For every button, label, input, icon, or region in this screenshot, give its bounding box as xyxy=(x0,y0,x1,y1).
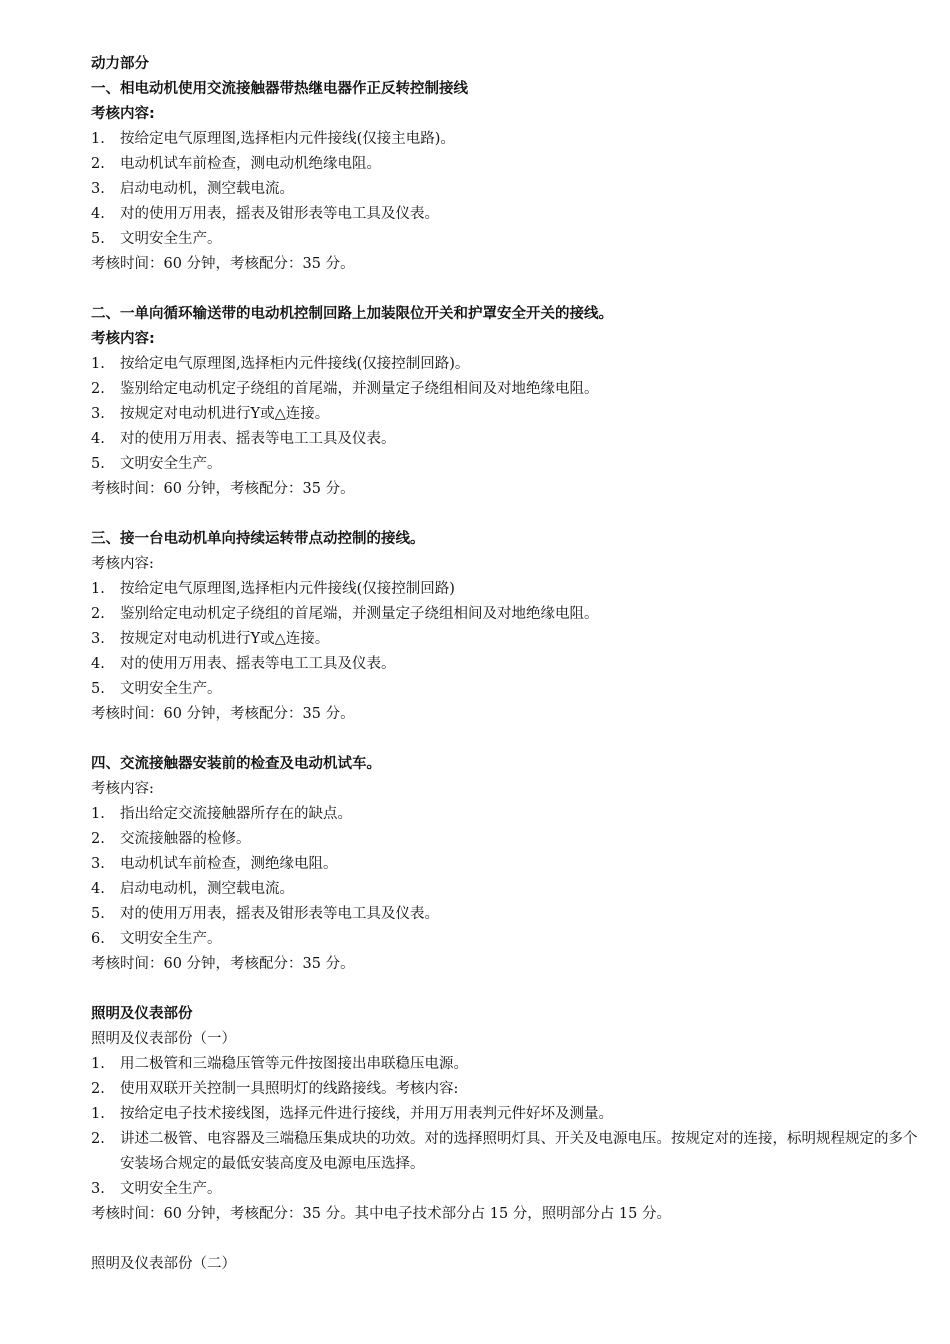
item-number: 2. xyxy=(91,381,105,397)
spacer xyxy=(91,277,925,302)
list-item xyxy=(91,802,925,827)
lighting-part1-title: 照明及仪表部份（一） xyxy=(91,1031,236,1047)
item-number: 1. xyxy=(91,581,105,597)
item-text: 按给定电气原理图,选择柜内元件接线(仅接控制回路) xyxy=(120,581,455,597)
list-item xyxy=(91,452,925,477)
item-text: 对的使用万用表、摇表等电工工具及仪表。 xyxy=(120,656,396,672)
item-text: 按规定对电动机进行Y或△连接。 xyxy=(120,631,330,647)
item-text: 启动电动机，测空载电流。 xyxy=(120,181,294,197)
item-number: 3. xyxy=(91,406,105,422)
spacer xyxy=(91,977,925,1002)
item-number: 1. xyxy=(91,1056,105,1072)
list-item xyxy=(91,877,925,902)
item-text: 交流接触器的检修。 xyxy=(120,831,251,847)
item-text: 用二极管和三端稳压管等元件按图接出串联稳压电源。 xyxy=(120,1056,468,1072)
list-item xyxy=(91,652,925,677)
item-text: 按规定对电动机进行Y或△连接。 xyxy=(120,406,330,422)
item-number: 1. xyxy=(91,806,105,822)
list-item xyxy=(91,202,925,227)
content-label: 考核内容: xyxy=(91,331,155,347)
item-text: 鉴别给定电动机定子绕组的首尾端，并测量定子绕组相间及对地绝缘电阻。 xyxy=(120,606,599,622)
item-number: 4. xyxy=(91,206,105,222)
item-text: 按给定电气原理图,选择柜内元件接线(仅接控制回路)。 xyxy=(120,356,470,372)
list-item xyxy=(91,677,925,702)
list-item xyxy=(91,352,925,377)
lighting-part2-title: 照明及仪表部份（二） xyxy=(91,1256,236,1272)
exam-time: 考核时间：60 分钟，考核配分：35 分。 xyxy=(91,956,355,972)
item-number: 4. xyxy=(91,656,105,672)
list-item xyxy=(91,602,925,627)
item-text: 按给定电子技术接线图，选择元件进行接线，并用万用表判元件好坏及测量。 xyxy=(120,1106,613,1122)
section-title: 三、接一台电动机单向持续运转带点动控制的接线。 xyxy=(91,531,425,547)
content-label: 考核内容: xyxy=(91,106,155,122)
spacer xyxy=(91,1227,925,1252)
item-text: 使用双联开关控制一具照明灯的线路接线。考核内容: xyxy=(120,1081,459,1097)
item-text: 按给定电气原理图,选择柜内元件接线(仅接主电路)。 xyxy=(120,131,455,147)
list-item xyxy=(91,427,925,452)
list-item xyxy=(91,177,925,202)
item-text: 文明安全生产。 xyxy=(120,231,222,247)
list-item xyxy=(91,227,925,252)
item-number: 2. xyxy=(91,831,105,847)
list-item xyxy=(91,377,925,402)
list-item xyxy=(91,127,925,152)
spacer xyxy=(91,502,925,527)
list-item xyxy=(91,152,925,177)
section-title: 四、交流接触器安装前的检查及电动机试车。 xyxy=(91,756,381,772)
content-label: 考核内容: xyxy=(91,556,154,572)
lighting-section-title: 照明及仪表部份 xyxy=(91,1006,193,1022)
item-number: 3. xyxy=(91,1181,105,1197)
item-number: 1. xyxy=(91,1106,105,1122)
item-text: 鉴别给定电动机定子绕组的首尾端，并测量定子绕组相间及对地绝缘电阻。 xyxy=(120,381,599,397)
exam-time: 考核时间：60 分钟，考核配分：35 分。 xyxy=(91,481,355,497)
item-number: 2. xyxy=(91,156,105,172)
section-title: 二、一单向循环输送带的电动机控制回路上加装限位开关和护罩安全开关的接线。 xyxy=(91,306,613,322)
list-item xyxy=(91,1177,925,1202)
list-item xyxy=(91,402,925,427)
item-number: 3. xyxy=(91,631,105,647)
item-number: 5. xyxy=(91,456,105,472)
item-number: 4. xyxy=(91,431,105,447)
document-page xyxy=(91,52,925,1277)
item-number: 2. xyxy=(91,606,105,622)
spacer xyxy=(91,727,925,752)
list-item xyxy=(91,627,925,652)
item-text: 电动机试车前检查，测绝缘电阻。 xyxy=(120,856,338,872)
list-item xyxy=(91,927,925,952)
item-number: 2. xyxy=(91,1081,105,1097)
list-item xyxy=(91,1052,925,1077)
item-text: 对的使用万用表、摇表等电工工具及仪表。 xyxy=(120,431,396,447)
list-item xyxy=(91,577,925,602)
item-number: 5. xyxy=(91,681,105,697)
item-text: 文明安全生产。 xyxy=(120,456,222,472)
list-item xyxy=(91,1077,925,1102)
item-text: 文明安全生产。 xyxy=(120,681,222,697)
item-number: 5. xyxy=(91,906,105,922)
exam-time: 考核时间：60 分钟，考核配分：35 分。其中电子技术部分占 15 分，照明部分占 15 分。 xyxy=(91,1206,671,1222)
item-text: 对的使用万用表，摇表及钳形表等电工具及仪表。 xyxy=(120,206,439,222)
list-item xyxy=(91,827,925,852)
list-item xyxy=(91,1102,925,1127)
section-title: 一、相电动机使用交流接触器带热继电器作正反转控制接线 xyxy=(91,81,468,97)
item-text: 文明安全生产。 xyxy=(120,931,222,947)
exam-time: 考核时间：60 分钟，考核配分：35 分。 xyxy=(91,256,355,272)
item-number: 5. xyxy=(91,231,105,247)
list-item xyxy=(91,902,925,927)
content-label: 考核内容: xyxy=(91,781,154,797)
item-number: 3. xyxy=(91,181,105,197)
list-item xyxy=(91,852,925,877)
power-section-title: 动力部分 xyxy=(91,56,149,72)
list-item xyxy=(91,1127,925,1177)
item-number: 2. xyxy=(91,1131,105,1147)
item-text: 对的使用万用表，摇表及钳形表等电工具及仪表。 xyxy=(120,906,439,922)
item-text: 讲述二极管、电容器及三端稳压集成块的功效。对的选择照明灯具、开关及电源电压。按规定对的连接，标明规程规定的多个安装场合规定的最低安装高度及电源电压选择。 xyxy=(120,1131,918,1172)
item-number: 6. xyxy=(91,931,105,947)
item-text: 启动电动机，测空载电流。 xyxy=(120,881,294,897)
exam-time: 考核时间：60 分钟，考核配分：35 分。 xyxy=(91,706,355,722)
item-text: 指出给定交流接触器所存在的缺点。 xyxy=(120,806,352,822)
item-number: 4. xyxy=(91,881,105,897)
item-text: 文明安全生产。 xyxy=(120,1181,222,1197)
item-text: 电动机试车前检查，测电动机绝缘电阻。 xyxy=(120,156,381,172)
item-number: 3. xyxy=(91,856,105,872)
item-number: 1. xyxy=(91,131,105,147)
item-number: 1. xyxy=(91,356,105,372)
